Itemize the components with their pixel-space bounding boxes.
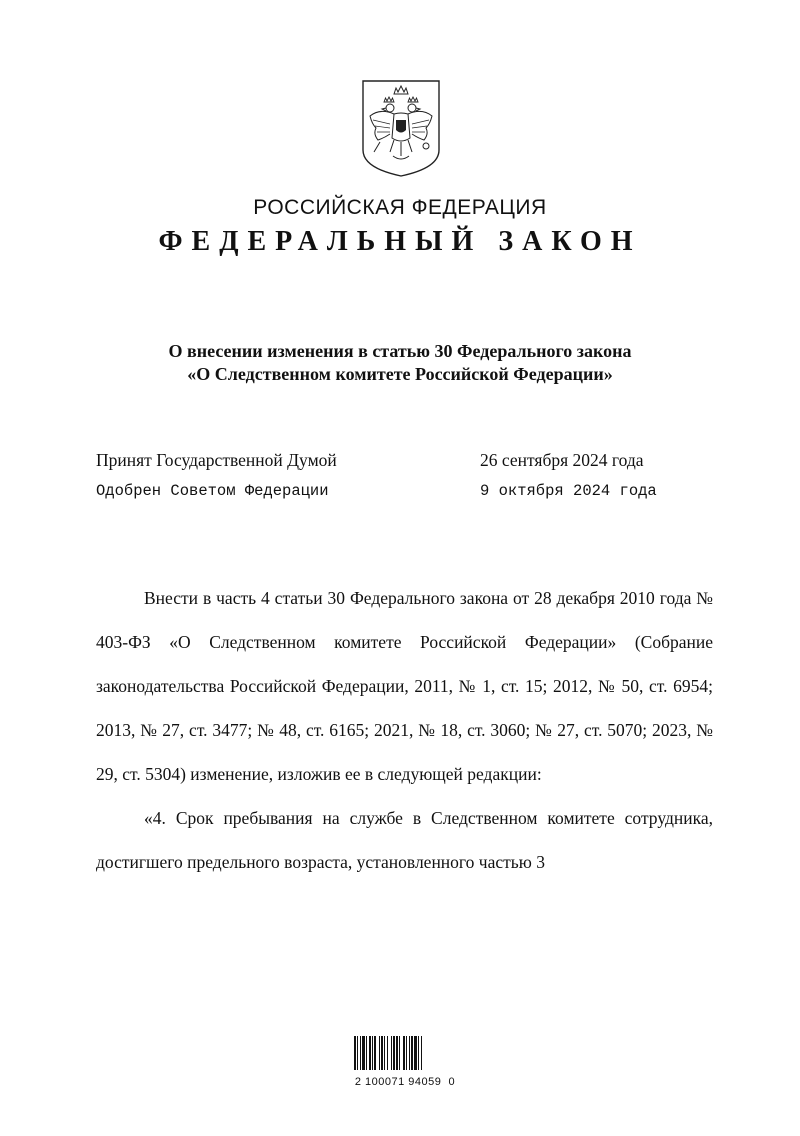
barcode-bar xyxy=(421,1036,422,1070)
barcode-bar xyxy=(414,1036,417,1070)
barcode-bar xyxy=(374,1036,376,1070)
barcode-bar xyxy=(360,1036,361,1070)
barcode-bar xyxy=(384,1036,385,1070)
law-title-line-1: О внесении изменения в статью 30 Федерального закона xyxy=(168,341,632,361)
adoption-date: 26 сентября 2024 года xyxy=(480,450,644,470)
law-body xyxy=(96,576,713,884)
barcode-bar xyxy=(411,1036,413,1070)
law-title xyxy=(0,340,800,386)
barcode-bar xyxy=(379,1036,380,1070)
adoption-date: 9 октября 2024 года xyxy=(480,482,657,500)
country-name: РОССИЙСКАЯ ФЕДЕРАЦИЯ xyxy=(253,196,547,219)
barcode-bar xyxy=(393,1036,395,1070)
barcode-bar xyxy=(406,1036,407,1070)
barcode-bar xyxy=(387,1036,388,1070)
barcode-bar xyxy=(418,1036,419,1070)
barcode-bar xyxy=(381,1036,383,1070)
adoption-label: Одобрен Советом Федерации xyxy=(96,482,329,500)
barcode-bar xyxy=(396,1036,398,1070)
barcode-bar xyxy=(354,1036,356,1070)
body-paragraph: Внести в часть 4 статьи 30 Федерального закона от 28 декабря 2010 года № 403-ФЗ «О Следственном комитете Российской Федерации» (Собрание законодательства Российской Федерации, 2011, № 1, ст. 15; 2012, № 50, ст. 6954; 2013, № 27, ст. 3477; № 48, ст. 6165; 2021, № 18, ст. 3060; № 27, ст. 5070; 2023, № 29, ст. 5304) изменение, изложив ее в следующей редакции: xyxy=(96,588,713,784)
barcode-bar xyxy=(362,1036,365,1070)
barcode-bar xyxy=(409,1036,410,1070)
barcode-bar xyxy=(369,1036,371,1070)
document-type: ФЕДЕРАЛЬНЫЙ ЗАКОН xyxy=(158,226,642,257)
barcode-bar xyxy=(366,1036,367,1070)
barcode-bar xyxy=(357,1036,358,1070)
coat-of-arms-icon xyxy=(360,78,442,178)
adoption-label: Принят Государственной Думой xyxy=(96,450,337,470)
barcode-number: 2 100071 94059 0 xyxy=(354,1076,456,1088)
barcode-bar xyxy=(403,1036,405,1070)
barcode-bar xyxy=(372,1036,373,1070)
law-title-line-2: «О Следственном комитете Российской Федерации» xyxy=(187,364,613,384)
barcode-bar xyxy=(399,1036,400,1070)
barcode-bar xyxy=(391,1036,392,1070)
body-paragraph: «4. Срок пребывания на службе в Следственном комитете сотрудника, достигшего предельного возраста, установленного частью 3 xyxy=(96,808,713,872)
